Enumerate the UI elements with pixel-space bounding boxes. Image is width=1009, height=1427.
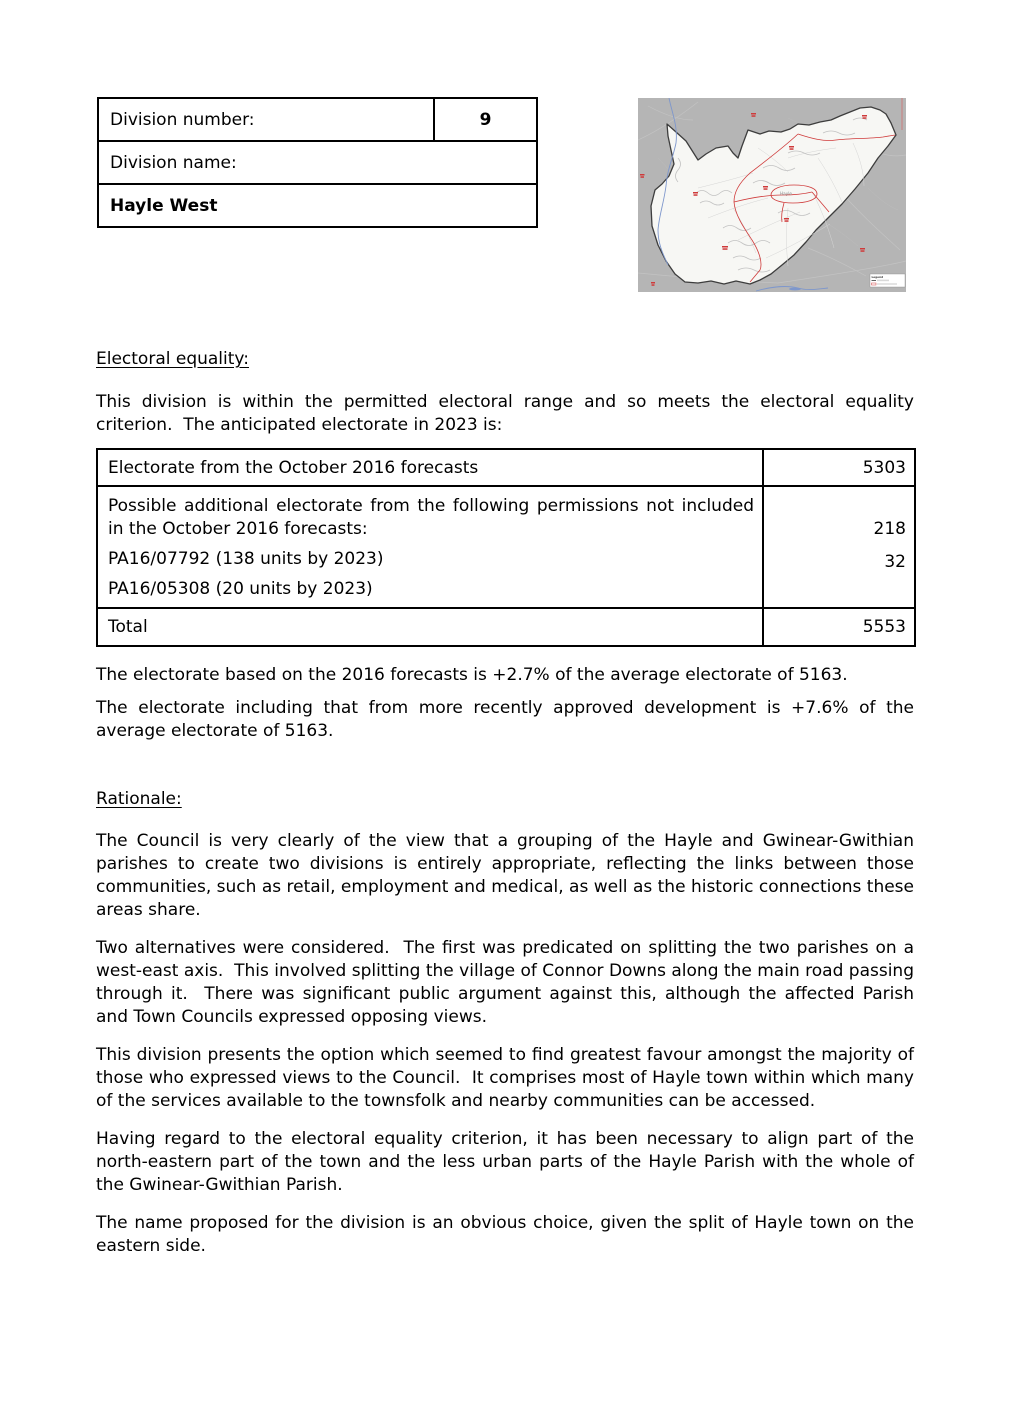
- additional-values-cell: [763, 486, 915, 608]
- permission-label: PA16/07792 (138 units by 2023): [108, 549, 384, 569]
- permission-value: 218: [873, 519, 906, 539]
- rationale-paragraph: Two alternatives were considered. The first was predicated on splitting the two parishes on a west-east axis. This involved splitting the village of Connor Downs along the main road passing through it. There was significant public argument against this, although the affected Parish and Town Councils expressed opposing views.: [96, 938, 920, 1027]
- additional-label: Possible additional electorate from the following permissions not included in the October 2016 forecasts:: [108, 496, 760, 539]
- electoral-equality-heading: Electoral equality:: [96, 349, 249, 369]
- rationale-paragraph: The name proposed for the division is an obvious choice, given the split of Hayle town on the eastern side.: [96, 1213, 920, 1256]
- additional-electorate-cell: [97, 486, 763, 608]
- division-number-label: Division number:: [98, 98, 434, 141]
- division-header-table: [97, 97, 538, 228]
- table-row: [97, 608, 915, 646]
- division-name-label: Division name:: [98, 141, 537, 184]
- permission-value: 32: [884, 552, 906, 572]
- table-row: [98, 184, 537, 227]
- rationale-paragraph: This division presents the option which seemed to find greatest favour amongst the majority of those who expressed views to the Council. It comprises most of Hayle town within which many of the services available to the townsfolk and nearby communities can be accessed.: [96, 1045, 920, 1111]
- table-row: [98, 141, 537, 184]
- electorate-table: [96, 448, 916, 647]
- permission-label: PA16/05308 (20 units by 2023): [108, 579, 373, 599]
- map-town-label: Hayle: [780, 191, 792, 196]
- rationale-heading: Rationale:: [96, 789, 182, 809]
- forecast-value: 5303: [763, 449, 915, 486]
- total-value: 5553: [763, 608, 915, 646]
- rationale-paragraph: Having regard to the electoral equality criterion, it has been necessary to align part of the north-eastern part of the town and the less urban parts of the Hayle Parish with the whole of the Gwinear-Gwithian Parish.: [96, 1129, 920, 1195]
- table-row: [97, 486, 915, 608]
- division-number-value: 9: [434, 98, 537, 141]
- total-label: Total: [97, 608, 763, 646]
- note-development: The electorate including that from more recently approved development is +7.6% of the average electorate of 5163.: [96, 698, 920, 741]
- rationale-paragraphs: [96, 830, 920, 1273]
- division-map: [638, 98, 906, 292]
- table-row: [98, 98, 537, 141]
- electoral-equality-intro: This division is within the permitted electoral range and so meets the electoral equality criterion. The anticipated electorate in 2023 is:: [96, 392, 920, 435]
- map-legend: [870, 274, 905, 287]
- rationale-paragraph: The Council is very clearly of the view that a grouping of the Hayle and Gwinear-Gwithian parishes to create two divisions is entirely appropriate, reflecting the links between those communities, such as retail, employment and medical, as well as the historic connections these areas share.: [96, 831, 920, 920]
- map-legend-title: Legend: [871, 275, 884, 279]
- division-name-value: Hayle West: [98, 184, 537, 227]
- note-forecast: The electorate based on the 2016 forecasts is +2.7% of the average electorate of 5163.: [96, 665, 848, 685]
- forecast-label: Electorate from the October 2016 forecasts: [97, 449, 763, 486]
- table-row: [97, 449, 915, 486]
